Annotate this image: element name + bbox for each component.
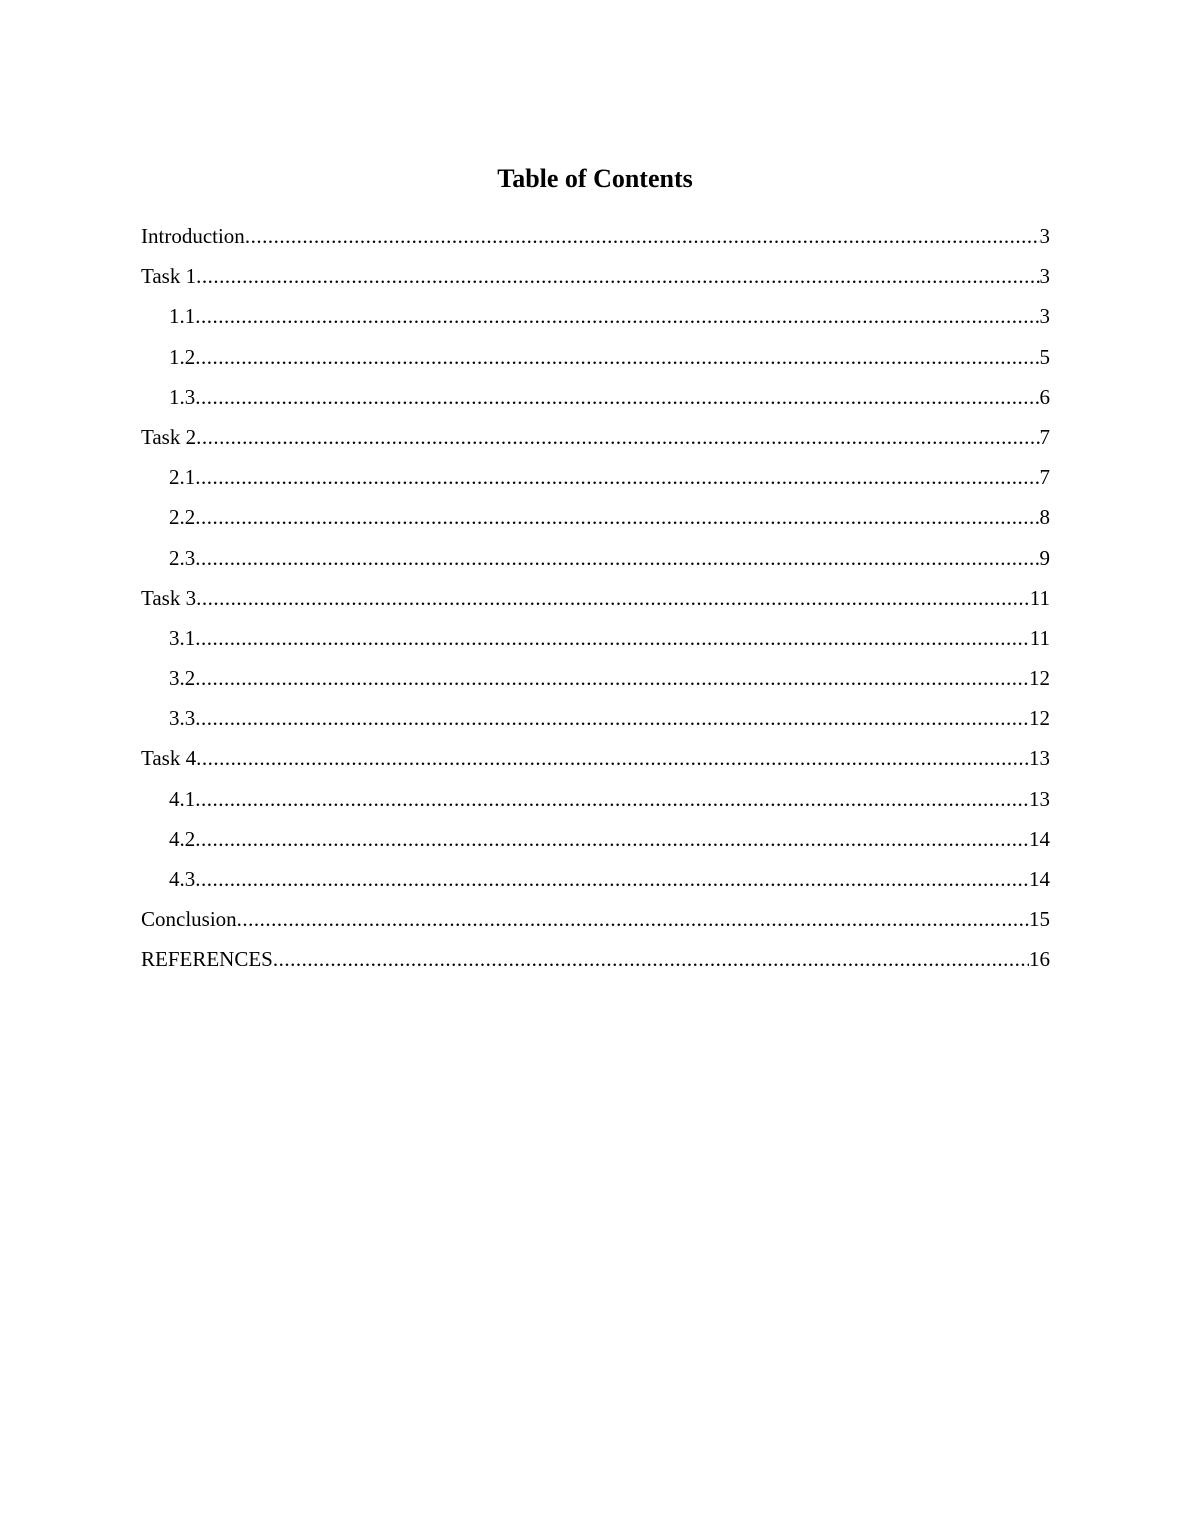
toc-entry-3-2[interactable] [141, 662, 1050, 702]
toc-entry-label: Task 3 [141, 585, 197, 610]
toc-page-number: 16 [1029, 947, 1050, 972]
toc-entry-label: 3.1 [169, 625, 196, 650]
toc-entry-conclusion[interactable] [141, 903, 1050, 943]
toc-entry-2-1[interactable] [141, 461, 1050, 501]
toc-entry-3-3[interactable] [141, 702, 1050, 742]
toc-page-number: 5 [1039, 344, 1050, 369]
toc-entry-label: 4.3 [169, 867, 196, 891]
toc-entry-label: 1.1 [169, 304, 196, 329]
toc-page-number: 7 [1039, 465, 1050, 490]
toc-dot-leader [196, 260, 1039, 292]
toc-page-number: 13 [1029, 786, 1050, 811]
toc-entry-label: 1.3 [169, 384, 196, 409]
toc-page-number: 3 [1039, 304, 1050, 329]
toc-entry-label: 3.3 [169, 706, 196, 731]
toc-dot-leader [196, 742, 1029, 774]
toc-dot-leader [195, 863, 1029, 895]
toc-dot-leader [273, 943, 1029, 975]
toc-entry-2-3[interactable] [141, 542, 1050, 582]
toc-dot-leader [195, 461, 1039, 493]
toc-dot-leader [195, 381, 1039, 413]
toc-page-number: 11 [1029, 585, 1050, 610]
toc-dot-leader [195, 300, 1039, 332]
toc-page-number: 3 [1039, 264, 1050, 289]
toc-page-number: 11 [1029, 625, 1050, 650]
toc-entry-label: Task 1 [141, 264, 197, 289]
toc-entry-label: 1.2 [169, 344, 196, 369]
toc-entry-task-1[interactable] [141, 260, 1050, 300]
toc-page-number: 9 [1039, 545, 1050, 570]
toc-entry-2-2[interactable] [141, 501, 1050, 541]
toc-entry-references[interactable] [141, 943, 1050, 983]
toc-entry-label: Task 4 [141, 746, 197, 771]
toc-entry-task-4[interactable] [141, 742, 1050, 782]
toc-page-number: 3 [1039, 224, 1050, 248]
toc-entry-4-1[interactable] [141, 783, 1050, 823]
toc-page-number: 14 [1029, 867, 1050, 891]
toc-entry-1-2[interactable] [141, 341, 1050, 381]
toc-dot-leader [195, 823, 1029, 855]
toc-dot-leader [195, 341, 1039, 373]
toc-entry-label: Task 2 [141, 424, 197, 449]
toc-page-number: 12 [1029, 706, 1050, 731]
toc-entry-label: 4.1 [169, 786, 196, 811]
toc-title: Table of Contents [497, 164, 693, 193]
toc-dot-leader [195, 622, 1030, 654]
toc-dot-leader [196, 582, 1030, 614]
toc-entry-label: 2.1 [169, 465, 196, 490]
toc-entry-label: Conclusion [141, 907, 237, 932]
toc-dot-leader [195, 501, 1039, 533]
toc-page-number: 13 [1029, 746, 1050, 771]
toc-list [141, 220, 1050, 984]
toc-dot-leader [195, 662, 1029, 694]
toc-entry-4-3[interactable] [141, 863, 1050, 903]
toc-entry-label: 4.2 [169, 826, 196, 851]
toc-entry-label: 3.2 [169, 666, 196, 691]
toc-entry-task-2[interactable] [141, 421, 1050, 461]
toc-entry-introduction[interactable] [141, 220, 1050, 260]
toc-dot-leader [237, 903, 1029, 935]
toc-dot-leader [196, 421, 1039, 453]
toc-entry-label: 2.2 [169, 505, 196, 530]
toc-page-number: 12 [1029, 666, 1050, 691]
toc-entry-3-1[interactable] [141, 622, 1050, 662]
toc-entry-1-1[interactable] [141, 300, 1050, 340]
toc-page-number: 6 [1039, 384, 1050, 409]
toc-entry-1-3[interactable] [141, 381, 1050, 421]
toc-entry-label: 2.3 [169, 545, 196, 570]
toc-entry-label: Introduction [141, 224, 245, 248]
toc-entry-task-3[interactable] [141, 582, 1050, 622]
toc-page-number: 15 [1029, 907, 1050, 932]
toc-dot-leader [195, 783, 1029, 815]
toc-page-number: 14 [1029, 826, 1050, 851]
toc-dot-leader [195, 702, 1029, 734]
toc-entry-4-2[interactable] [141, 823, 1050, 863]
toc-page-number: 7 [1039, 424, 1050, 449]
toc-dot-leader [245, 220, 1040, 252]
toc-page-number: 8 [1039, 505, 1050, 530]
toc-dot-leader [195, 542, 1039, 574]
toc-entry-label: REFERENCES [141, 947, 273, 972]
